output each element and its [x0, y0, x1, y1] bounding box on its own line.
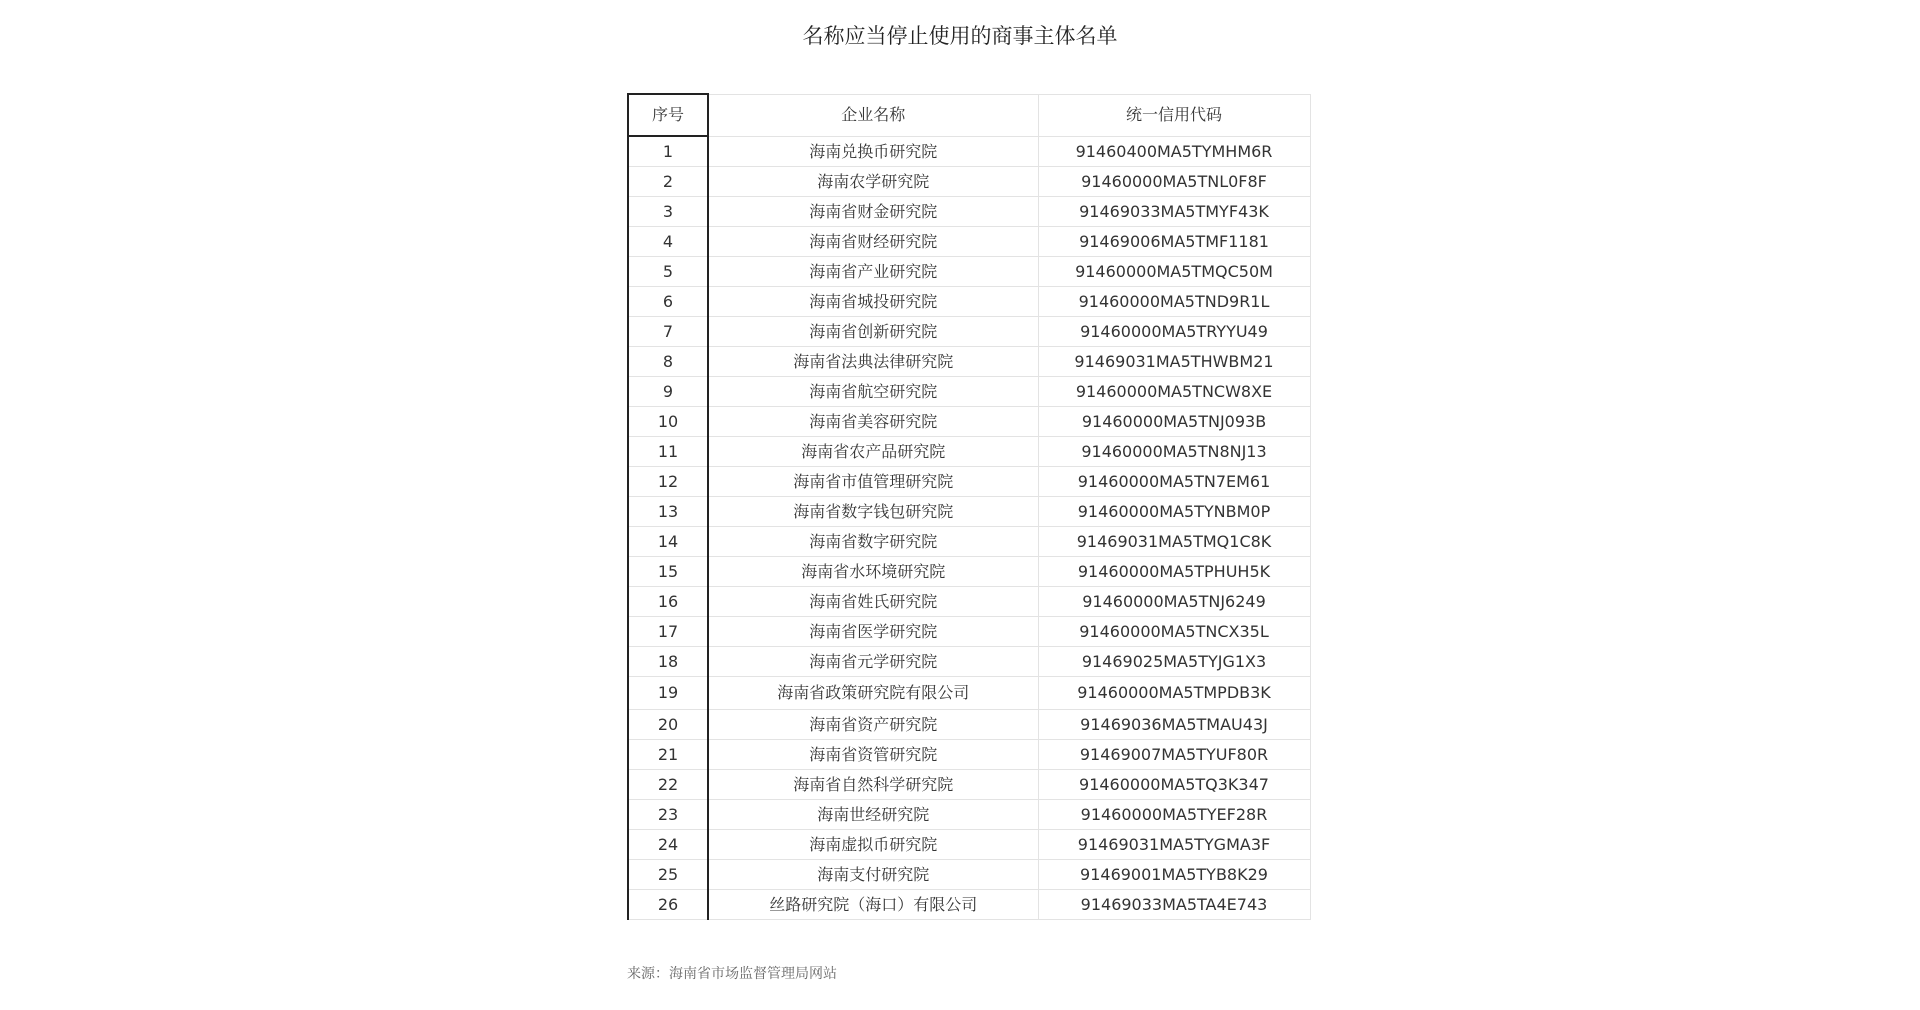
- row-credit-code: 91469025MA5TYJG1X3: [1038, 647, 1310, 677]
- row-company-name: 海南省航空研究院: [708, 377, 1038, 407]
- entity-table: [627, 93, 1311, 920]
- row-credit-code: 91460000MA5TYNBM0P: [1038, 497, 1310, 527]
- row-company-name: 海南省产业研究院: [708, 257, 1038, 287]
- row-index: 2: [628, 167, 708, 197]
- row-index: 23: [628, 800, 708, 830]
- row-credit-code: 91460000MA5TNCW8XE: [1038, 377, 1310, 407]
- row-index: 16: [628, 587, 708, 617]
- row-company-name: 海南省自然科学研究院: [708, 770, 1038, 800]
- row-company-name: 海南省医学研究院: [708, 617, 1038, 647]
- row-credit-code: 91469033MA5TA4E743: [1038, 890, 1310, 920]
- table-row: [628, 317, 1310, 347]
- table-row: [628, 287, 1310, 317]
- row-company-name: 海南支付研究院: [708, 860, 1038, 890]
- row-credit-code: 91460000MA5TNL0F8F: [1038, 167, 1310, 197]
- row-credit-code: 91460000MA5TYEF28R: [1038, 800, 1310, 830]
- table-row: [628, 710, 1310, 740]
- row-company-name: 海南省财经研究院: [708, 227, 1038, 257]
- row-index: 15: [628, 557, 708, 587]
- source-note: 来源：海南省市场监督管理局网站: [627, 966, 837, 982]
- row-credit-code: 91460000MA5TND9R1L: [1038, 287, 1310, 317]
- row-index: 10: [628, 407, 708, 437]
- row-index: 19: [628, 677, 708, 710]
- row-credit-code: 91460000MA5TMQC50M: [1038, 257, 1310, 287]
- row-company-name: 丝路研究院（海口）有限公司: [708, 890, 1038, 920]
- row-company-name: 海南省财金研究院: [708, 197, 1038, 227]
- row-credit-code: 91469036MA5TMAU43J: [1038, 710, 1310, 740]
- row-credit-code: 91460000MA5TNJ093B: [1038, 407, 1310, 437]
- column-header-name: 企业名称: [708, 94, 1038, 136]
- row-credit-code: 91469007MA5TYUF80R: [1038, 740, 1310, 770]
- row-index: 11: [628, 437, 708, 467]
- table-row: [628, 347, 1310, 377]
- row-index: 5: [628, 257, 708, 287]
- row-company-name: 海南省数字研究院: [708, 527, 1038, 557]
- table-row: [628, 497, 1310, 527]
- row-company-name: 海南省政策研究院有限公司: [708, 677, 1038, 710]
- row-credit-code: 91460400MA5TYMHM6R: [1038, 136, 1310, 167]
- row-index: 6: [628, 287, 708, 317]
- row-company-name: 海南世经研究院: [708, 800, 1038, 830]
- row-company-name: 海南省资产研究院: [708, 710, 1038, 740]
- table-row: [628, 890, 1310, 920]
- row-index: 14: [628, 527, 708, 557]
- column-header-code: 统一信用代码: [1038, 94, 1310, 136]
- table-row: [628, 377, 1310, 407]
- table-row: [628, 227, 1310, 257]
- table-row: [628, 617, 1310, 647]
- row-index: 13: [628, 497, 708, 527]
- row-credit-code: 91469006MA5TMF1181: [1038, 227, 1310, 257]
- row-index: 22: [628, 770, 708, 800]
- row-index: 17: [628, 617, 708, 647]
- row-index: 4: [628, 227, 708, 257]
- row-company-name: 海南虚拟币研究院: [708, 830, 1038, 860]
- table-row: [628, 770, 1310, 800]
- table-row: [628, 647, 1310, 677]
- row-credit-code: 91460000MA5TRYYU49: [1038, 317, 1310, 347]
- table-row: [628, 800, 1310, 830]
- table-row: [628, 860, 1310, 890]
- page-title: 名称应当停止使用的商事主体名单: [802, 24, 1118, 48]
- row-company-name: 海南省法典法律研究院: [708, 347, 1038, 377]
- table-body: [628, 136, 1310, 920]
- row-index: 26: [628, 890, 708, 920]
- row-index: 25: [628, 860, 708, 890]
- row-credit-code: 91460000MA5TN7EM61: [1038, 467, 1310, 497]
- table-row: [628, 740, 1310, 770]
- table-row: [628, 407, 1310, 437]
- row-company-name: 海南省城投研究院: [708, 287, 1038, 317]
- row-index: 3: [628, 197, 708, 227]
- row-credit-code: 91469033MA5TMYF43K: [1038, 197, 1310, 227]
- table-row: [628, 437, 1310, 467]
- table-row: [628, 467, 1310, 497]
- row-company-name: 海南省美容研究院: [708, 407, 1038, 437]
- row-credit-code: 91469001MA5TYB8K29: [1038, 860, 1310, 890]
- table-row: [628, 557, 1310, 587]
- row-index: 24: [628, 830, 708, 860]
- row-index: 9: [628, 377, 708, 407]
- row-company-name: 海南兑换币研究院: [708, 136, 1038, 167]
- row-index: 8: [628, 347, 708, 377]
- row-credit-code: 91469031MA5TMQ1C8K: [1038, 527, 1310, 557]
- row-company-name: 海南省资管研究院: [708, 740, 1038, 770]
- table-header-row: [628, 94, 1310, 136]
- row-credit-code: 91469031MA5THWBM21: [1038, 347, 1310, 377]
- row-company-name: 海南农学研究院: [708, 167, 1038, 197]
- row-index: 20: [628, 710, 708, 740]
- row-credit-code: 91460000MA5TNJ6249: [1038, 587, 1310, 617]
- table-row: [628, 527, 1310, 557]
- row-index: 12: [628, 467, 708, 497]
- table-row: [628, 257, 1310, 287]
- row-company-name: 海南省姓氏研究院: [708, 587, 1038, 617]
- row-company-name: 海南省数字钱包研究院: [708, 497, 1038, 527]
- row-index: 21: [628, 740, 708, 770]
- row-credit-code: 91460000MA5TN8NJ13: [1038, 437, 1310, 467]
- row-company-name: 海南省市值管理研究院: [708, 467, 1038, 497]
- row-company-name: 海南省水环境研究院: [708, 557, 1038, 587]
- row-credit-code: 91460000MA5TMPDB3K: [1038, 677, 1310, 710]
- table-row: [628, 830, 1310, 860]
- row-credit-code: 91460000MA5TNCX35L: [1038, 617, 1310, 647]
- row-credit-code: 91460000MA5TQ3K347: [1038, 770, 1310, 800]
- row-company-name: 海南省农产品研究院: [708, 437, 1038, 467]
- row-index: 1: [628, 136, 708, 167]
- column-header-index: 序号: [628, 94, 708, 136]
- row-company-name: 海南省创新研究院: [708, 317, 1038, 347]
- table-row: [628, 167, 1310, 197]
- table-row: [628, 197, 1310, 227]
- row-index: 7: [628, 317, 708, 347]
- row-company-name: 海南省元学研究院: [708, 647, 1038, 677]
- row-index: 18: [628, 647, 708, 677]
- table-row: [628, 587, 1310, 617]
- row-credit-code: 91460000MA5TPHUH5K: [1038, 557, 1310, 587]
- table-row: [628, 677, 1310, 710]
- row-credit-code: 91469031MA5TYGMA3F: [1038, 830, 1310, 860]
- table-row: [628, 136, 1310, 167]
